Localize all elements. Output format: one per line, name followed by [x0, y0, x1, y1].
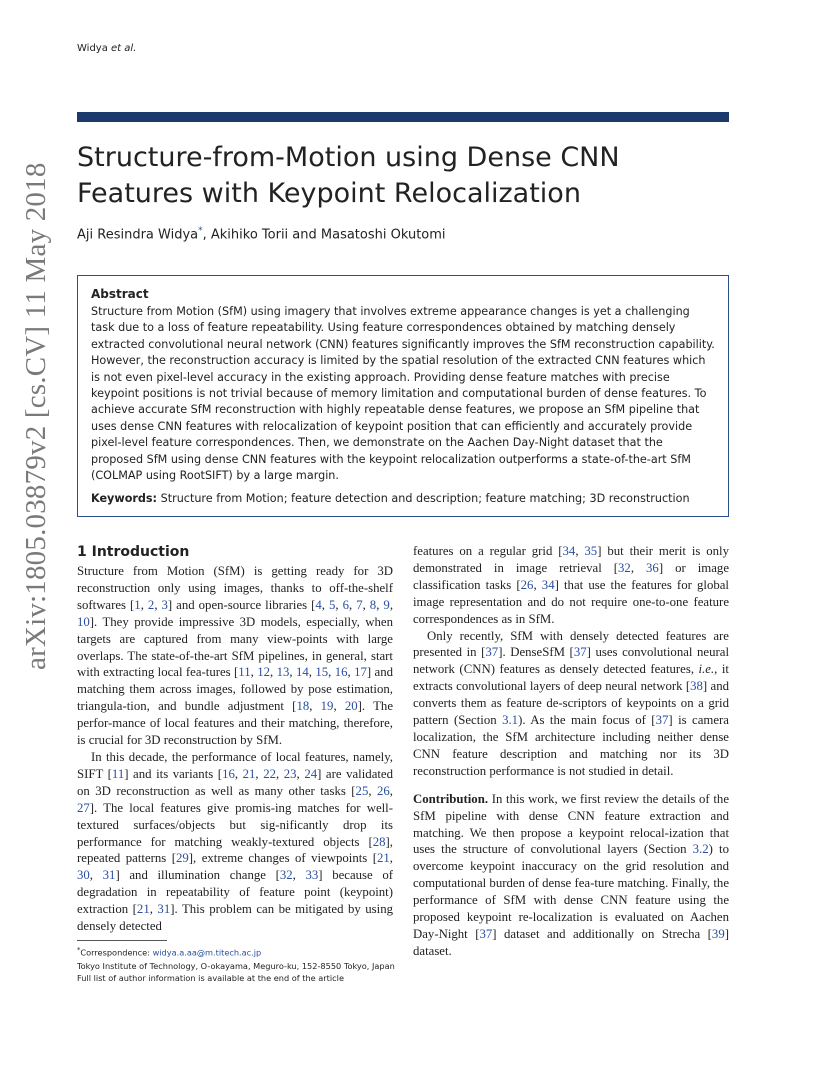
intro-paragraph-2: In this decade, the performance of local features, namely, SIFT [11] and its variants [16, 21, 22, 23, 24] are validated on 3D reconstruction as well as many other tasks [25, 26, 27]. The local features give promis-ing matches for well-textured surfaces/objects but sig-nificantly drop its performance for matching weakly-textured objects [28], repeated patterns [29], extreme changes of viewpoints [21, 30, 31] and illumination change [32, 33] because of degradation in repeatability of feature point (keypoint) extraction [21, 31]. This problem can be mitigated by using densely detected: [77, 749, 394, 934]
citation-link[interactable]: 37: [573, 645, 587, 660]
footnote-rule: [77, 940, 167, 941]
abstract-text: Structure from Motion (SfM) using imagery that involves extreme appearance changes is yet a challenging task due to a loss of feature repeatability. Using feature correspondences obtained by matching densely extracted convolutional neural network (CNN) features significantly improves the SfM reconstruction capability. However, the reconstruction accuracy is limited by the spatial resolution of the extracted CNN features which is not even pixel-level accuracy in the existing approach. Providing dense feature matches with precise keypoint positions is not trivial because of memory limitation and computational burden of dense features. To achieve accurate SfM reconstruction with highly repeatable dense features, we propose an SfM pipeline that uses dense CNN features with relocalization of keypoint position that can efficiently and accurately provide pixel-level feature correspondences. Then, we demonstrate on the Aachen Day-Night dataset that the proposed SfM using dense CNN features with the keypoint relocalization outperforms a state-of-the-art SfM (COLMAP using RootSIFT) by a large margin.: [91, 305, 715, 483]
citation-link[interactable]: 21: [242, 766, 256, 781]
intro-paragraph-4: Only recently, SfM with densely detected features are presented in [37]. DenseSfM [37] uses convolutional neural network (CNN) features as densely detected features, i.e., it extracts convolutional layers of deep neural network [38] and converts them as feature de-scriptors of keypoints on a grid pattern (Section 3.1). As the main focus of [37] is camera localization, the SfM architecture including neither dense CNN feature description and matching nor its 3D reconstruction performance is not studied in detail.: [413, 628, 729, 778]
citation-link[interactable]: 26: [520, 577, 534, 592]
citation-link[interactable]: 31: [102, 868, 116, 883]
citation-link[interactable]: 37: [479, 926, 493, 941]
citation-link[interactable]: 23: [283, 766, 297, 781]
citation-link[interactable]: 3.2: [692, 842, 709, 857]
correspondence-mark[interactable]: *: [198, 226, 203, 236]
citation-link[interactable]: 20: [344, 699, 358, 714]
citation-link[interactable]: 25: [355, 783, 369, 798]
citation-link[interactable]: 16: [334, 665, 348, 680]
title-line-2: Features with Keypoint Relocalization: [77, 178, 581, 209]
right-column: [413, 543, 729, 960]
paper-title: [77, 140, 737, 212]
citation-link[interactable]: 21: [136, 902, 150, 917]
citation-link[interactable]: 22: [263, 766, 276, 781]
citation-link[interactable]: 1: [134, 597, 141, 612]
citation-link[interactable]: 19: [320, 699, 334, 714]
author-list: Aji Resindra Widya*, Akihiko Torii and Masatoshi Okutomi: [77, 226, 446, 243]
footnote-full-list: Full list of author information is available at the end of the article: [77, 973, 344, 984]
citation-link[interactable]: 3.1: [502, 713, 519, 728]
citation-link[interactable]: 18: [296, 699, 310, 714]
citation-link[interactable]: 2: [147, 597, 155, 612]
citation-link[interactable]: 15: [315, 665, 329, 680]
keywords: Keywords: Structure from Motion; feature detection and description; feature matching; 3D reconstruction: [91, 492, 690, 506]
citation-link[interactable]: 31: [157, 902, 171, 917]
citation-link[interactable]: 34: [562, 544, 576, 558]
citation-link[interactable]: 5: [328, 597, 336, 612]
intro-paragraph-1: Structure from Motion (SfM) is getting ready for 3D reconstruction only using images, thanks to off-the-shelf softwares [1, 2, 3] and open-source libraries [4, 5, 6, 7, 8, 9, 10]. They provide impressive 3D models, especially, when targets are captured from many view-points with large overlaps. The state-of-the-art SfM pipelines, in general, start with extracting local fea-tures [11, 12, 13, 14, 15, 16, 17] and matching them across images, followed by pose estimation, triangula-tion, and bundle adjustment [18, 19, 20]. The perfor-mance of local features and their matching, therefore, is crucial for 3D reconstruction by SfM.: [77, 564, 394, 748]
citation-link[interactable]: 33: [305, 868, 319, 883]
citation-link[interactable]: 4: [315, 597, 322, 612]
citation-link[interactable]: 14: [295, 665, 309, 680]
email-link[interactable]: widya.a.aa@m.titech.ac.jp: [152, 947, 262, 958]
section-heading-introduction: 1 Introduction: [77, 544, 190, 560]
citation-link[interactable]: 9: [383, 597, 390, 612]
citation-link[interactable]: 3: [161, 597, 168, 612]
contribution-label: Contribution.: [413, 791, 489, 806]
title-line-1: Structure-from-Motion using Dense CNN: [77, 142, 620, 173]
footnote-correspondence: *Correspondence: widya.a.aa@m.titech.ac.jp: [77, 946, 262, 958]
citation-link[interactable]: 29: [176, 851, 189, 866]
contribution-paragraph: Contribution. In this work, we first review the details of the SfM pipeline with dense CNN feature extraction and matching. We then propose a keypoint relocal-ization that uses the structure of convolutional layers (Section 3.2) to overcome keypoint inaccuracy on the grid resolution and computational burden of dense fea-ture matching. Finally, the performance of SfM with dense CNN feature using the proposed keypoint re-localization is evaluated on Aachen Day-Night [37] dataset and additionally on Strecha [39] dataset.: [413, 791, 729, 958]
left-column: [77, 543, 393, 935]
citation-link[interactable]: 17: [354, 665, 367, 680]
citation-link[interactable]: 21: [377, 851, 390, 866]
citation-link[interactable]: 13: [276, 665, 290, 680]
citation-link[interactable]: 6: [342, 597, 349, 612]
citation-link[interactable]: 30: [77, 868, 90, 883]
citation-link[interactable]: 38: [690, 679, 703, 694]
citation-link[interactable]: 27: [77, 800, 90, 815]
citation-link[interactable]: 39: [711, 926, 725, 941]
citation-link[interactable]: 35: [584, 544, 598, 558]
arxiv-stamp: arXiv:1805.03879v2 [cs.CV] 11 May 2018: [20, 162, 52, 670]
citation-link[interactable]: 8: [369, 597, 377, 612]
citation-link[interactable]: 28: [372, 834, 386, 849]
citation-link[interactable]: 10: [77, 614, 90, 629]
citation-link[interactable]: 34: [541, 577, 555, 592]
italic-text: i.e.: [698, 662, 715, 677]
citation-link[interactable]: 7: [356, 597, 363, 612]
abstract-box: [77, 275, 729, 517]
citation-link[interactable]: 32: [618, 560, 631, 575]
abstract-heading: Abstract: [91, 287, 149, 301]
citation-link[interactable]: 32: [279, 868, 293, 883]
footnotes: [77, 944, 397, 985]
citation-link[interactable]: 37: [655, 713, 669, 728]
citation-link[interactable]: 11: [111, 766, 125, 781]
citation-link[interactable]: 24: [304, 766, 318, 781]
citation-link[interactable]: 37: [485, 645, 499, 660]
intro-paragraph-3: features on a regular grid [34, 35] but their merit is only demonstrated in image retrieval [32, 36] or image classification tasks [26, 34] that use the features for global image representation and do not require one-to-one feature correspondences as in SfM.: [413, 544, 730, 626]
citation-link[interactable]: 36: [646, 560, 659, 575]
citation-link[interactable]: 26: [376, 783, 390, 798]
citation-link[interactable]: 16: [222, 766, 235, 781]
citation-link[interactable]: 12: [257, 665, 270, 680]
running-head: Widya et al.: [77, 43, 137, 54]
header-accent-bar: [77, 112, 729, 122]
footnote-affiliation: Tokyo Institute of Technology, O-okayama, Meguro-ku, 152-8550 Tokyo, Japan: [77, 960, 395, 971]
citation-link[interactable]: 11: [238, 665, 251, 680]
